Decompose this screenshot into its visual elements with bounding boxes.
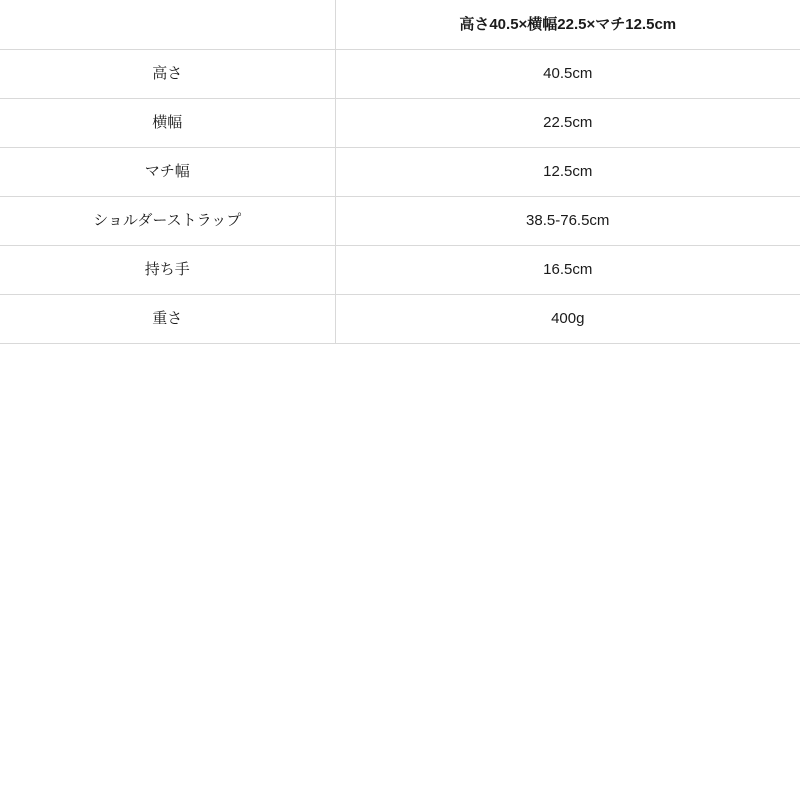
row-label-height: 高さ (0, 49, 335, 98)
row-value-shoulder-strap: 38.5-76.5cm (335, 196, 800, 245)
row-value-handle: 16.5cm (335, 245, 800, 294)
product-spec-table (0, 0, 800, 344)
table-row (0, 49, 800, 98)
row-value-width: 22.5cm (335, 98, 800, 147)
row-label-width: 横幅 (0, 98, 335, 147)
row-value-depth: 12.5cm (335, 147, 800, 196)
row-label-handle: 持ち手 (0, 245, 335, 294)
table-row (0, 245, 800, 294)
spec-table-body (0, 0, 800, 343)
header-label-cell (0, 0, 335, 49)
row-label-weight: 重さ (0, 294, 335, 343)
row-label-shoulder-strap: ショルダーストラップ (0, 196, 335, 245)
table-row (0, 98, 800, 147)
table-row (0, 294, 800, 343)
row-label-depth: マチ幅 (0, 147, 335, 196)
table-row (0, 147, 800, 196)
header-value-cell: 高さ40.5×横幅22.5×マチ12.5cm (335, 0, 800, 49)
table-header-row (0, 0, 800, 49)
row-value-height: 40.5cm (335, 49, 800, 98)
row-value-weight: 400g (335, 294, 800, 343)
table-row (0, 196, 800, 245)
